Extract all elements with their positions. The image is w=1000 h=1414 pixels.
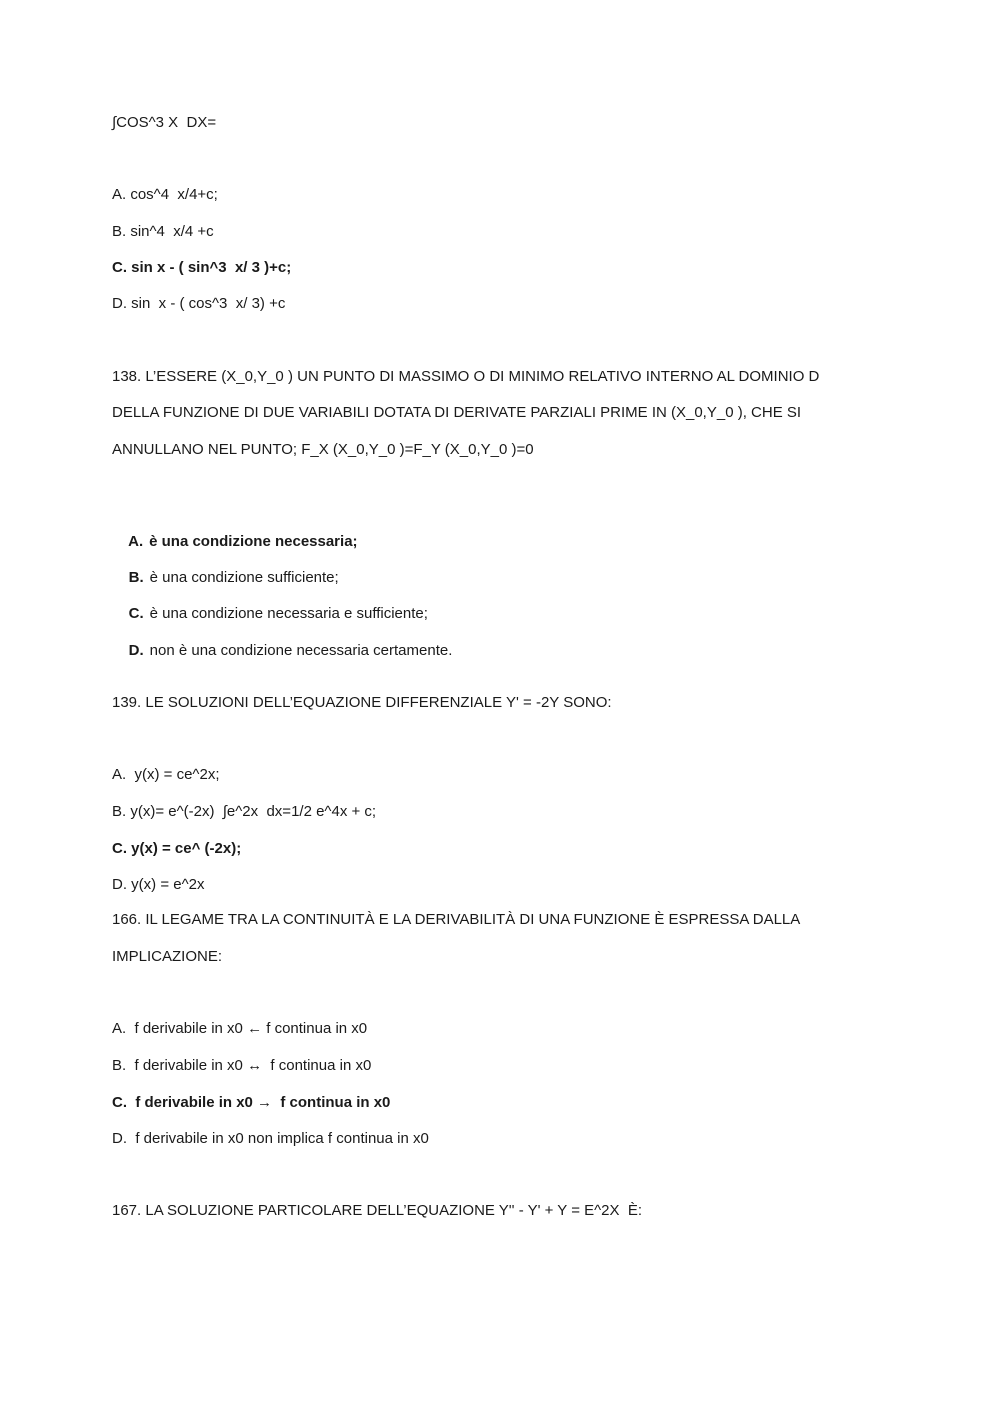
q166-option-d: D. f derivabile in x0 non implica f continua in x0 <box>112 1130 429 1147</box>
q139-option-d: D. y(x) = e^2x <box>112 876 205 893</box>
option-label: B. <box>128 569 144 586</box>
q166-option-a: A. f derivabile in x0 ← f continua in x0 <box>112 1020 368 1037</box>
q139-option-b: B. y(x)= e^(-2x) ∫e^2x dx=1/2 e^4x + c; <box>112 803 377 820</box>
q137-option-b: B. sin^4 x/4 +c <box>112 223 214 240</box>
q166-option-b: B. f derivabile in x0 ↔ f continua in x0 <box>112 1057 372 1074</box>
q137-option-c-correct: C. sin x - ( sin^3 x/ 3 )+c; <box>112 259 292 276</box>
question-138-line-3: ANNULLANO NEL PUNTO; F_X (X_0,Y_0 )=F_Y (X_0,Y_0 )=0 <box>112 441 534 458</box>
question-166-line-1: 166. IL LEGAME TRA LA CONTINUITÀ E LA DERIVABILITÀ DI UNA FUNZIONE È ESPRESSA DALLA <box>112 911 801 928</box>
option-text: è una condizione sufficiente; <box>149 569 339 586</box>
q138-option-d <box>112 621 452 681</box>
option-label: D. <box>128 642 144 659</box>
option-text: non è una condizione necessaria certamente. <box>149 642 453 659</box>
q137-option-d: D. sin x - ( cos^3 x/ 3) +c <box>112 295 286 312</box>
option-label: C. <box>128 605 144 622</box>
option-label: A. <box>128 533 144 550</box>
option-text: è una condizione necessaria e sufficiente; <box>149 605 428 622</box>
question-138-line-2: DELLA FUNZIONE DI DUE VARIABILI DOTATA DI DERIVATE PARZIALI PRIME IN (X_0,Y_0 ), CHE SI <box>112 404 802 421</box>
question-139-text: 139. LE SOLUZIONI DELL’EQUAZIONE DIFFERENZIALE Y' = -2Y SONO: <box>112 694 612 711</box>
q137-option-a: A. cos^4 x/4+c; <box>112 186 218 203</box>
question-137-text: ∫COS^3 X DX= <box>112 114 217 131</box>
question-166-line-2: IMPLICAZIONE: <box>112 948 223 965</box>
q166-option-c-correct: C. f derivabile in x0 → f continua in x0 <box>112 1094 391 1111</box>
q139-option-a: A. y(x) = ce^2x; <box>112 766 220 783</box>
option-text: è una condizione necessaria; <box>149 533 358 550</box>
question-167-text: 167. LA SOLUZIONE PARTICOLARE DELL’EQUAZIONE Y'' - Y' + Y = E^2X È: <box>112 1202 643 1219</box>
q139-option-c-correct: C. y(x) = ce^ (-2x); <box>112 840 242 857</box>
question-138-line-1: 138. L’ESSERE (X_0,Y_0 ) UN PUNTO DI MASSIMO O DI MINIMO RELATIVO INTERNO AL DOMINIO D <box>112 368 820 385</box>
